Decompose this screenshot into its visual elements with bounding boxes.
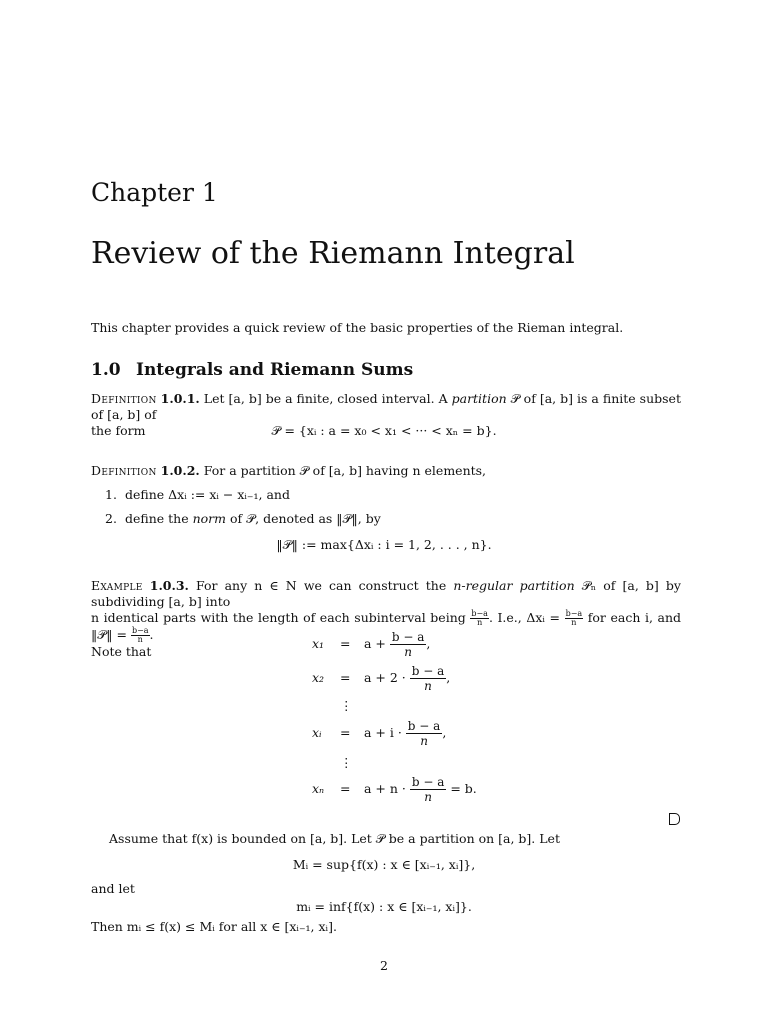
- end-of-example-icon: [669, 813, 680, 825]
- list-number: 1.: [105, 487, 117, 502]
- example-1-text-b: 𝒫ₙ of [a, b] by subdividing [a, b] into: [91, 578, 681, 609]
- then-text: Then mᵢ ≤ f(x) ≤ Mᵢ for all x ∈ [xᵢ₋₁, xᵢ].: [91, 919, 337, 934]
- definition-2-equation: ‖𝒫‖ := max{Δxᵢ : i = 1, 2, . . . , n}.: [276, 537, 492, 552]
- list-item-text: define the: [124, 511, 189, 526]
- fraction: $\frac{b - a}{n}$: [391, 630, 425, 659]
- fraction: $\frac{b - a}{n}$: [407, 719, 441, 748]
- example-1-number: 1.0.3.: [149, 578, 189, 593]
- list-number: 2.: [105, 511, 117, 526]
- definition-2: [91, 463, 681, 479]
- list-item-text: define Δxᵢ := xᵢ − xᵢ₋₁, and: [124, 487, 290, 502]
- vertical-dots: ⋮: [340, 755, 353, 770]
- equation-row: xₙ = a + n · $\frac{b - a}{n}$ = b.: [312, 775, 477, 804]
- section-heading: [91, 360, 413, 380]
- definition-1-head: Definition: [91, 391, 157, 406]
- page-number: 2: [380, 958, 388, 973]
- example-1-text-d: . I.e., Δxᵢ =: [488, 610, 560, 625]
- definition-2-text: For a partition 𝒫 of [a, b] having n elements,: [203, 463, 487, 478]
- definition-1-text-c: the form: [91, 423, 146, 438]
- definition-1-text-b: 𝒫 of [a, b] is a finite subset of [a, b] of: [91, 391, 681, 422]
- list-item-text: of 𝒫, denoted as ‖𝒫‖, by: [230, 511, 381, 526]
- example-1-text-f: .: [149, 627, 154, 642]
- inline-fraction: $\frac{b-a}{n}$: [131, 626, 149, 644]
- fraction: $\frac{b - a}{n}$: [411, 664, 445, 693]
- equation-row: x₁ = a + $\frac{b - a}{n}$ ,: [312, 630, 431, 659]
- fraction: $\frac{b - a}{n}$: [411, 775, 445, 804]
- vertical-dots: ⋮: [340, 698, 353, 713]
- example-1-text-c: n identical parts with the length of each subinterval being: [91, 610, 466, 625]
- example-1-text-e: for each i, and ‖𝒫‖ =: [91, 610, 682, 642]
- chapter-title: Review of the Riemann Integral: [91, 236, 575, 271]
- list-item-term: norm: [192, 511, 227, 526]
- inf-equation: mᵢ = inf{f(x) : x ∈ [xᵢ₋₁, xᵢ]}.: [296, 899, 472, 914]
- definition-2-item-1: [105, 487, 290, 503]
- chapter-intro: This chapter provides a quick review of the basic properties of the Rieman integral.: [91, 320, 624, 335]
- definition-2-item-2: [105, 511, 381, 527]
- definition-1-term: partition: [451, 391, 507, 406]
- example-1-text-g: Note that: [91, 644, 152, 659]
- equation-row: x₂ = a + 2 · $\frac{b - a}{n}$ ,: [312, 664, 451, 693]
- assume-paragraph: Assume that f(x) is bounded on [a, b]. Let 𝒫 be a partition on [a, b]. Let: [109, 831, 560, 846]
- equation-row: xᵢ = a + i · $\frac{b - a}{n}$ ,: [312, 719, 447, 748]
- example-1-head: Example: [91, 578, 143, 593]
- definition-2-number: 1.0.2.: [160, 463, 200, 478]
- inline-fraction: $\frac{b-a}{n}$: [565, 609, 583, 627]
- inline-fraction: $\frac{b-a}{n}$: [471, 609, 488, 627]
- section-number: 1.0: [91, 360, 121, 380]
- chapter-label: Chapter 1: [91, 178, 218, 207]
- example-1-term: n-regular partition: [453, 578, 575, 593]
- sup-equation: Mᵢ = sup{f(x) : x ∈ [xᵢ₋₁, xᵢ]},: [292, 857, 476, 872]
- definition-1-number: 1.0.1.: [160, 391, 200, 406]
- definition-1-text-a: Let [a, b] be a finite, closed interval. A: [203, 391, 448, 406]
- definition-2-head: Definition: [91, 463, 157, 478]
- example-1-text-a: For any n ∈ N we can construct the: [196, 578, 447, 593]
- definition-1-equation: 𝒫 = {xᵢ : a = x₀ < x₁ < ··· < xₙ = b}.: [271, 423, 497, 438]
- section-title: Integrals and Riemann Sums: [136, 360, 414, 380]
- and-let-text: and let: [91, 881, 135, 896]
